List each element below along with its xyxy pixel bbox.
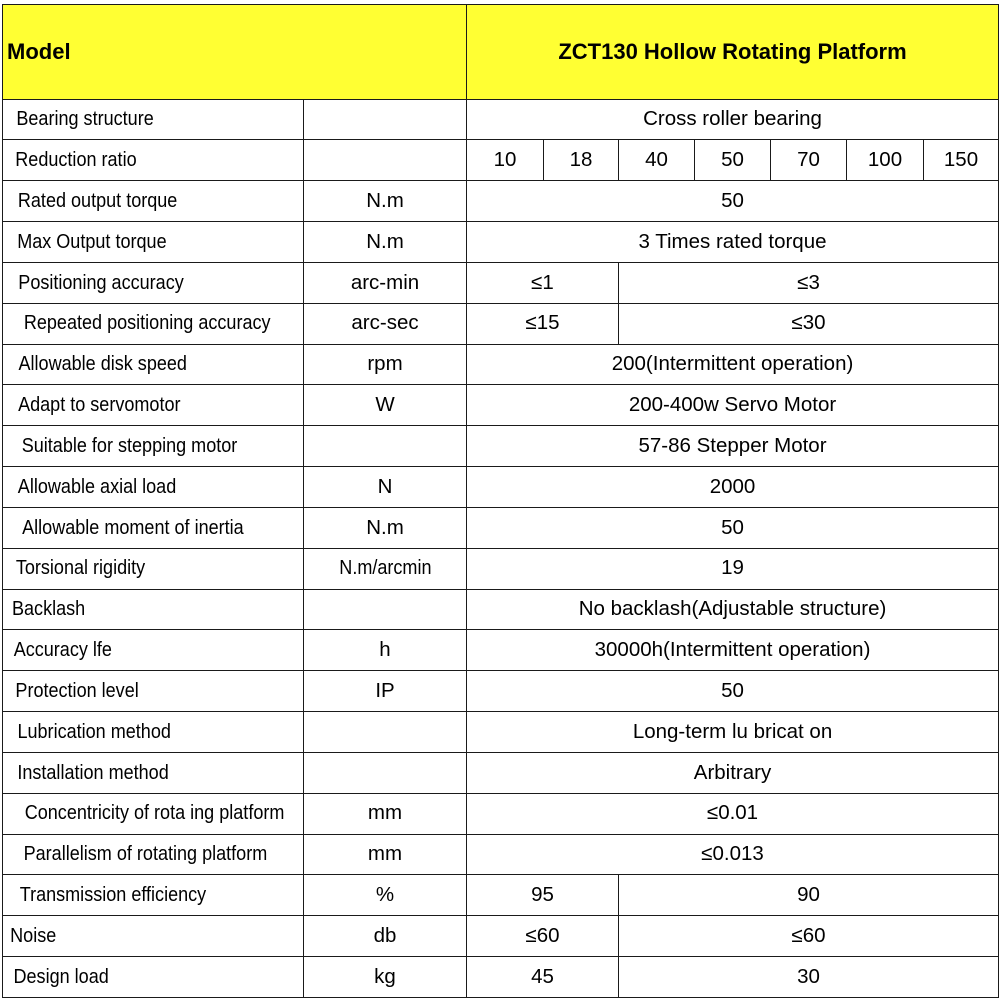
table-row (3, 385, 999, 426)
table-row (3, 671, 999, 712)
table-row (3, 426, 999, 467)
row-unit: mm (304, 793, 467, 834)
row-unit: arc-sec (304, 303, 467, 344)
row-value-left: 95 (467, 875, 619, 916)
row-value: ≤0.013 (467, 834, 999, 875)
row-label: Reduction ratio (3, 140, 304, 181)
row-unit: N.m (304, 222, 467, 263)
row-label: Allowable disk speed (3, 344, 304, 385)
row-value: 57-86 Stepper Motor (467, 426, 999, 467)
row-unit: W (304, 385, 467, 426)
row-value-left: 45 (467, 957, 619, 998)
row-value-right: ≤3 (619, 262, 999, 303)
row-label: Accuracy lfe (3, 630, 304, 671)
row-label: Installation method (3, 752, 304, 793)
table-row (3, 712, 999, 753)
row-value: 50 (467, 507, 999, 548)
row-label: Concentricity of rota ing platform (3, 793, 304, 834)
row-unit (304, 589, 467, 630)
table-row (3, 752, 999, 793)
ratio-value: 100 (847, 140, 924, 181)
table-row (3, 99, 999, 140)
row-label: Suitable for stepping motor (3, 426, 304, 467)
row-label: Bearing structure (3, 99, 304, 140)
table-row (3, 916, 999, 957)
row-label: Design load (3, 957, 304, 998)
row-value-right: ≤60 (619, 916, 999, 957)
row-label: Transmission efficiency (3, 875, 304, 916)
table-row (3, 303, 999, 344)
row-value-right: ≤30 (619, 303, 999, 344)
row-value-right: 90 (619, 875, 999, 916)
table-row (3, 793, 999, 834)
row-unit: % (304, 875, 467, 916)
ratio-value: 10 (467, 140, 544, 181)
row-label: Max Output torque (3, 222, 304, 263)
row-unit (304, 99, 467, 140)
row-value-left: ≤15 (467, 303, 619, 344)
table-row (3, 875, 999, 916)
row-label: Allowable moment of inertia (3, 507, 304, 548)
row-label: Repeated positioning accuracy (3, 303, 304, 344)
ratio-value: 40 (619, 140, 695, 181)
row-value: 50 (467, 671, 999, 712)
row-value: 3 Times rated torque (467, 222, 999, 263)
row-value: Long-term lu bricat on (467, 712, 999, 753)
row-label: Rated output torque (3, 181, 304, 222)
row-value: 2000 (467, 467, 999, 508)
table-row (3, 507, 999, 548)
row-label: Allowable axial load (3, 467, 304, 508)
row-unit: N.m (304, 507, 467, 548)
table-row (3, 222, 999, 263)
row-label: Adapt to servomotor (3, 385, 304, 426)
table-row (3, 589, 999, 630)
table-row (3, 344, 999, 385)
row-label: Positioning accuracy (3, 262, 304, 303)
row-label: Backlash (3, 589, 304, 630)
row-label: Protection level (3, 671, 304, 712)
row-value: 30000h(Intermittent operation) (467, 630, 999, 671)
ratio-value: 70 (771, 140, 847, 181)
row-value-left: ≤1 (467, 262, 619, 303)
row-value: ≤0.01 (467, 793, 999, 834)
row-unit (304, 426, 467, 467)
table-row (3, 467, 999, 508)
row-unit: N.m/arcmin (304, 548, 467, 589)
row-label: Torsional rigidity (3, 548, 304, 589)
model-label: Model (3, 5, 467, 100)
row-value: No backlash(Adjustable structure) (467, 589, 999, 630)
row-value: 200(Intermittent operation) (467, 344, 999, 385)
ratio-value: 50 (695, 140, 771, 181)
table-row (3, 181, 999, 222)
row-unit: N.m (304, 181, 467, 222)
table-row (3, 140, 999, 181)
row-value-right: 30 (619, 957, 999, 998)
ratio-value: 18 (544, 140, 619, 181)
row-unit (304, 712, 467, 753)
row-value: Cross roller bearing (467, 99, 999, 140)
table-row (3, 630, 999, 671)
row-unit: h (304, 630, 467, 671)
row-value-left: ≤60 (467, 916, 619, 957)
row-label: Lubrication method (3, 712, 304, 753)
table-row (3, 957, 999, 998)
row-unit: N (304, 467, 467, 508)
row-value: 50 (467, 181, 999, 222)
spec-table (2, 4, 999, 998)
ratio-value: 150 (924, 140, 999, 181)
row-value: 200-400w Servo Motor (467, 385, 999, 426)
table-row (3, 834, 999, 875)
row-value: 19 (467, 548, 999, 589)
row-unit: rpm (304, 344, 467, 385)
row-label: Parallelism of rotating platform (3, 834, 304, 875)
model-value: ZCT130 Hollow Rotating Platform (467, 5, 999, 100)
row-unit (304, 752, 467, 793)
table-row (3, 548, 999, 589)
row-label: Noise (3, 916, 304, 957)
row-unit (304, 140, 467, 181)
row-unit: IP (304, 671, 467, 712)
row-unit: kg (304, 957, 467, 998)
table-row (3, 262, 999, 303)
row-unit: mm (304, 834, 467, 875)
header-row (3, 5, 999, 100)
row-value: Arbitrary (467, 752, 999, 793)
row-unit: db (304, 916, 467, 957)
row-unit: arc-min (304, 262, 467, 303)
